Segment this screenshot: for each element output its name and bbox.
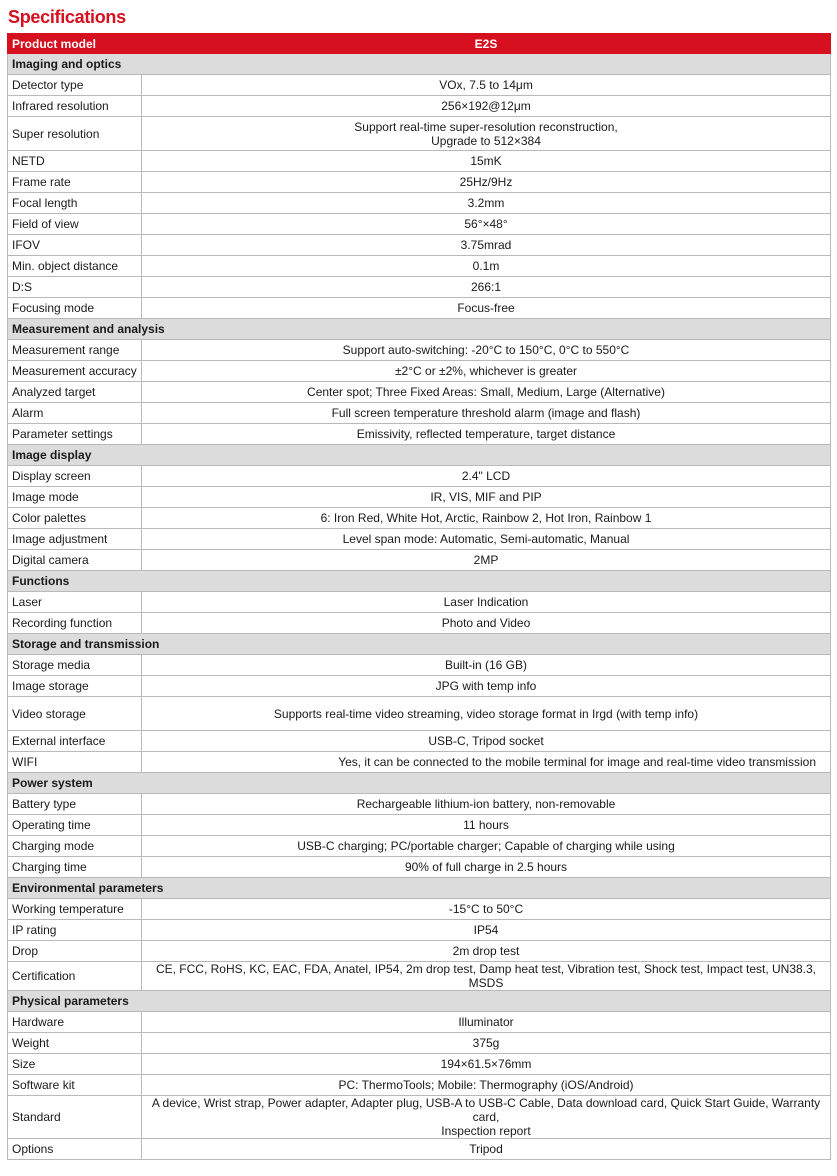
spec-value-line: A device, Wrist strap, Power adapter, Adapter plug, USB-A to USB-C Cable, Data download card, Quick Start Guide, Warranty card, <box>151 1096 821 1124</box>
spec-label: Digital camera <box>8 550 142 571</box>
spec-label: Battery type <box>8 794 142 815</box>
spec-value-line: 15mK <box>470 154 502 168</box>
spec-label: Image storage <box>8 676 142 697</box>
spec-value-line: Tripod <box>469 1142 503 1156</box>
spec-value <box>142 193 831 214</box>
spec-value <box>142 361 831 382</box>
spec-label: Focusing mode <box>8 298 142 319</box>
spec-row <box>8 920 831 941</box>
spec-value-line: 3.75mrad <box>460 238 512 252</box>
spec-value-line: 2MP <box>473 553 499 567</box>
spec-label: Image mode <box>8 487 142 508</box>
section-row <box>8 54 831 75</box>
spec-value <box>142 676 831 697</box>
spec-value-line: 2.4" LCD <box>461 469 511 483</box>
section-row <box>8 773 831 794</box>
spec-value-line: USB-C, Tripod socket <box>428 734 544 748</box>
spec-value <box>142 815 831 836</box>
spec-value <box>142 298 831 319</box>
spec-label: Super resolution <box>8 117 142 151</box>
spec-label: Storage media <box>8 655 142 676</box>
spec-label: Parameter settings <box>8 424 142 445</box>
spec-label: Drop <box>8 941 142 962</box>
spec-label: NETD <box>8 151 142 172</box>
spec-value-line: Built-in (16 GB) <box>444 658 528 672</box>
spec-label: External interface <box>8 731 142 752</box>
spec-value <box>142 340 831 361</box>
spec-label: Operating time <box>8 815 142 836</box>
spec-row <box>8 382 831 403</box>
section-title: Functions <box>8 571 831 592</box>
spec-label: Color palettes <box>8 508 142 529</box>
spec-value <box>142 235 831 256</box>
spec-value-line: VOx, 7.5 to 14μm <box>439 78 533 92</box>
spec-value-line: 3.2mm <box>467 196 505 210</box>
spec-value <box>142 731 831 752</box>
spec-row <box>8 592 831 613</box>
spec-value-line: 25Hz/9Hz <box>459 175 513 189</box>
spec-label: Min. object distance <box>8 256 142 277</box>
spec-value-line: 56°×48° <box>464 217 508 231</box>
spec-label: WIFI <box>8 752 142 773</box>
spec-label: Options <box>8 1139 142 1160</box>
spec-value-line: 256×192@12μm <box>441 99 531 113</box>
spec-label: Measurement accuracy <box>8 361 142 382</box>
spec-row <box>8 899 831 920</box>
spec-row <box>8 836 831 857</box>
spec-value <box>142 794 831 815</box>
spec-value <box>142 466 831 487</box>
spec-label: Laser <box>8 592 142 613</box>
section-row <box>8 445 831 466</box>
spec-label: IFOV <box>8 235 142 256</box>
spec-value-line: Level span mode: Automatic, Semi-automatic, Manual <box>342 532 630 546</box>
spec-value <box>142 899 831 920</box>
spec-label: Weight <box>8 1033 142 1054</box>
spec-value-line: 6: Iron Red, White Hot, Arctic, Rainbow 2, Hot Iron, Rainbow 1 <box>320 511 652 525</box>
spec-value-line: Center spot; Three Fixed Areas: Small, Medium, Large (Alternative) <box>307 385 665 399</box>
spec-label: Software kit <box>8 1075 142 1096</box>
spec-label: Working temperature <box>8 899 142 920</box>
spec-value <box>142 1012 831 1033</box>
spec-value <box>142 697 831 731</box>
spec-value <box>142 96 831 117</box>
spec-value <box>142 655 831 676</box>
spec-value <box>142 487 831 508</box>
spec-value-line: Focus-free <box>457 301 515 315</box>
spec-label: Charging time <box>8 857 142 878</box>
spec-value <box>142 752 831 773</box>
section-row <box>8 319 831 340</box>
spec-value-line: 194×61.5×76mm <box>440 1057 532 1071</box>
spec-value-line: -15°C to 50°C <box>448 902 524 916</box>
spec-row <box>8 508 831 529</box>
spec-row <box>8 193 831 214</box>
spec-value <box>142 1033 831 1054</box>
spec-row <box>8 857 831 878</box>
spec-label: Analyzed target <box>8 382 142 403</box>
spec-value-line: 0.1m <box>472 259 500 273</box>
spec-value-line: 11 hours <box>463 818 509 832</box>
header-value: E2S <box>142 34 831 54</box>
spec-row <box>8 655 831 676</box>
section-title: Imaging and optics <box>8 54 831 75</box>
spec-value <box>142 1139 831 1160</box>
spec-label: Field of view <box>8 214 142 235</box>
spec-value-line: USB-C charging; PC/portable charger; Capable of charging while using <box>297 839 675 853</box>
spec-value-line: Illuminator <box>458 1015 514 1029</box>
spec-value <box>142 941 831 962</box>
spec-value <box>142 256 831 277</box>
section-title: Image display <box>8 445 831 466</box>
section-row <box>8 634 831 655</box>
spec-value <box>142 613 831 634</box>
spec-value-line: Full screen temperature threshold alarm (image and flash) <box>331 406 641 420</box>
header-row <box>8 34 831 54</box>
spec-value <box>142 117 831 151</box>
spec-row <box>8 214 831 235</box>
spec-row <box>8 1096 831 1139</box>
spec-label: Charging mode <box>8 836 142 857</box>
spec-value <box>142 1096 831 1139</box>
spec-value <box>142 172 831 193</box>
spec-row <box>8 815 831 836</box>
section-title: Physical parameters <box>8 991 831 1012</box>
spec-row <box>8 151 831 172</box>
spec-value <box>142 920 831 941</box>
spec-row <box>8 1033 831 1054</box>
spec-value <box>142 424 831 445</box>
spec-value <box>142 529 831 550</box>
section-row <box>8 991 831 1012</box>
spec-label: D:S <box>8 277 142 298</box>
spec-row <box>8 487 831 508</box>
spec-label: Focal length <box>8 193 142 214</box>
spec-value-line: IP54 <box>473 923 499 937</box>
spec-row <box>8 1012 831 1033</box>
spec-table <box>7 33 831 1160</box>
section-title: Environmental parameters <box>8 878 831 899</box>
spec-value <box>142 151 831 172</box>
spec-label: Standard <box>8 1096 142 1139</box>
spec-value-line: JPG with temp info <box>435 679 537 693</box>
spec-row <box>8 277 831 298</box>
spec-row <box>8 75 831 96</box>
spec-row <box>8 256 831 277</box>
spec-value <box>142 382 831 403</box>
spec-row <box>8 96 831 117</box>
spec-value-line: PC: ThermoTools; Mobile: Thermography (iOS/Android) <box>338 1078 634 1092</box>
spec-row <box>8 235 831 256</box>
section-title: Measurement and analysis <box>8 319 831 340</box>
spec-row <box>8 676 831 697</box>
section-row <box>8 878 831 899</box>
spec-row <box>8 298 831 319</box>
page-title: Specifications <box>8 7 126 27</box>
spec-value <box>142 592 831 613</box>
spec-row <box>8 941 831 962</box>
spec-row <box>8 731 831 752</box>
spec-label: Video storage <box>8 697 142 731</box>
spec-value-line: CE, FCC, RoHS, KC, EAC, FDA, Anatel, IP54, 2m drop test, Damp heat test, Vibration test, Shock test, Impact test, UN38.3, MSDS <box>155 962 817 990</box>
spec-value-line: ±2°C or ±2%, whichever is greater <box>394 364 578 378</box>
spec-value <box>142 1054 831 1075</box>
spec-value-line: IR, VIS, MIF and PIP <box>430 490 542 504</box>
spec-value-line: Supports real-time video streaming, video storage format in Irgd (with temp info) <box>273 706 699 721</box>
spec-value <box>142 214 831 235</box>
spec-value-line: Upgrade to 512×384 <box>431 133 541 148</box>
spec-value <box>142 1075 831 1096</box>
spec-value <box>142 508 831 529</box>
header-label: Product model <box>8 34 142 54</box>
spec-label: Image adjustment <box>8 529 142 550</box>
spec-value-line: Rechargeable lithium-ion battery, non-removable <box>356 797 616 811</box>
spec-label: IP rating <box>8 920 142 941</box>
spec-value-line: Yes, it can be connected to the mobile terminal for image and real-time video transmission <box>338 755 816 769</box>
spec-row <box>8 424 831 445</box>
spec-label: Infrared resolution <box>8 96 142 117</box>
spec-label: Frame rate <box>8 172 142 193</box>
spec-value-line: Photo and Video <box>441 616 531 630</box>
spec-row <box>8 361 831 382</box>
spec-label: Detector type <box>8 75 142 96</box>
spec-row <box>8 752 831 773</box>
spec-label: Certification <box>8 962 142 991</box>
spec-label: Size <box>8 1054 142 1075</box>
spec-value-line: 375g <box>472 1036 500 1050</box>
spec-label: Measurement range <box>8 340 142 361</box>
spec-row <box>8 529 831 550</box>
spec-value <box>142 75 831 96</box>
section-row <box>8 571 831 592</box>
spec-row <box>8 172 831 193</box>
spec-value-line: 266:1 <box>470 280 502 294</box>
spec-row <box>8 794 831 815</box>
spec-value <box>142 550 831 571</box>
spec-value-line: Laser Indication <box>443 595 529 609</box>
spec-value-line: 2m drop test <box>452 944 520 958</box>
spec-value <box>142 962 831 991</box>
spec-value-line: 90% of full charge in 2.5 hours <box>404 860 568 874</box>
spec-value <box>142 277 831 298</box>
spec-row <box>8 340 831 361</box>
spec-row <box>8 1139 831 1160</box>
spec-row <box>8 403 831 424</box>
spec-value-line: Emissivity, reflected temperature, target distance <box>356 427 616 441</box>
spec-label: Alarm <box>8 403 142 424</box>
spec-row <box>8 1075 831 1096</box>
spec-value-line: Support auto-switching: -20°C to 150°C, 0°C to 550°C <box>342 343 630 357</box>
spec-row <box>8 613 831 634</box>
spec-row <box>8 550 831 571</box>
spec-row <box>8 1054 831 1075</box>
spec-label: Recording function <box>8 613 142 634</box>
spec-value <box>142 403 831 424</box>
spec-value-line: Support real-time super-resolution reconstruction, <box>354 119 618 134</box>
spec-label: Hardware <box>8 1012 142 1033</box>
spec-value-line: Inspection report <box>441 1124 531 1138</box>
spec-value <box>142 857 831 878</box>
spec-label: Display screen <box>8 466 142 487</box>
spec-row <box>8 466 831 487</box>
spec-row <box>8 962 831 991</box>
section-title: Power system <box>8 773 831 794</box>
spec-row <box>8 117 831 151</box>
section-title: Storage and transmission <box>8 634 831 655</box>
spec-row <box>8 697 831 731</box>
spec-value <box>142 836 831 857</box>
